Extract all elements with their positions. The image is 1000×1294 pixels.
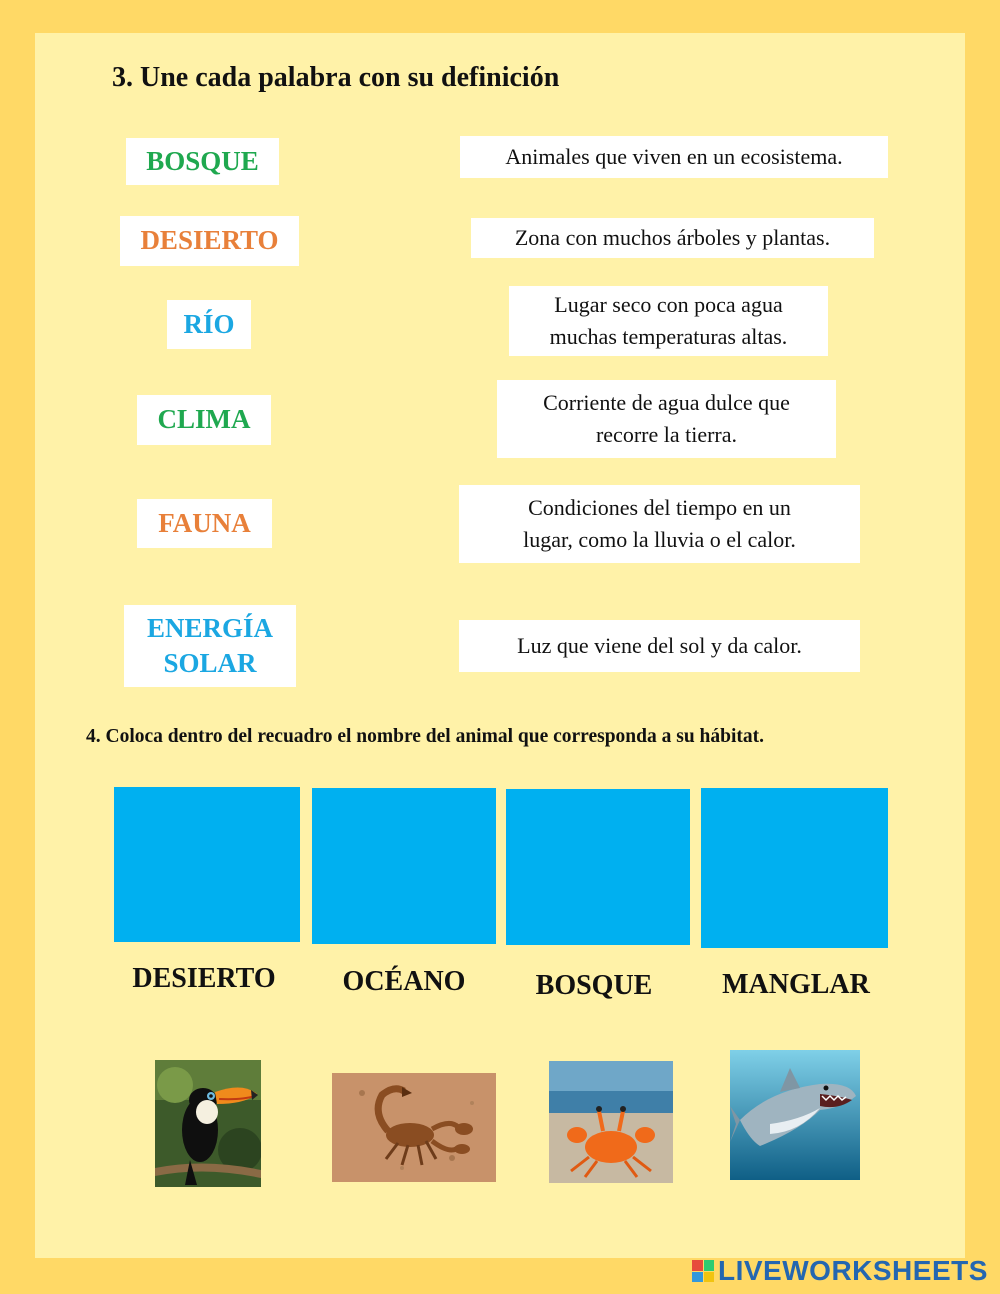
drop-box-oceano[interactable] — [312, 788, 496, 944]
section-3-number: 3. — [112, 62, 133, 93]
word-box-fauna[interactable] — [137, 499, 272, 548]
habitat-label-oceano: OCÉANO — [342, 966, 466, 997]
definition-text: Corriente de agua dulce que recorre la tierra. — [543, 390, 790, 447]
section-4-title: 4. Coloca dentro del recuadro el nombre del animal que corresponda a su hábitat. — [86, 726, 765, 747]
scorpion-photo[interactable] — [332, 1073, 496, 1182]
word-label: RÍO — [183, 308, 235, 339]
liveworksheets-logo[interactable] — [692, 1255, 988, 1287]
section-3-title — [112, 62, 559, 94]
word-box-bosque[interactable] — [126, 138, 279, 185]
word-box-clima[interactable] — [137, 395, 271, 445]
definition-box-2[interactable] — [471, 218, 874, 258]
definition-box-4[interactable] — [497, 380, 836, 458]
drop-box-bosque[interactable] — [506, 789, 690, 945]
toucan-photo[interactable] — [155, 1060, 261, 1187]
habitat-label-manglar: MANGLAR — [722, 969, 870, 1000]
habitat-label-desierto: DESIERTO — [132, 963, 276, 994]
liveworksheets-logo-icon — [692, 1260, 714, 1282]
definition-text: Condiciones del tiempo en un lugar, como la lluvia o el calor. — [523, 495, 796, 552]
word-label: DESIERTO — [140, 225, 279, 256]
definition-box-3[interactable] — [509, 286, 828, 356]
section-3-heading: Une cada palabra con su definición — [140, 62, 560, 93]
definition-box-1[interactable] — [460, 136, 888, 178]
word-label: BOSQUE — [146, 145, 259, 176]
definition-text: Zona con muchos árboles y plantas. — [514, 225, 831, 251]
word-label: FAUNA — [158, 507, 251, 538]
word-box-desierto[interactable] — [120, 216, 299, 266]
definition-text: Animales que viven en un ecosistema. — [505, 144, 843, 170]
word-label: ENERGÍA SOLAR — [146, 612, 274, 678]
word-box-energia-solar[interactable] — [124, 605, 296, 687]
word-label: CLIMA — [157, 404, 251, 435]
definition-box-5[interactable] — [459, 485, 860, 563]
crab-photo[interactable] — [549, 1061, 673, 1183]
habitat-label-bosque: BOSQUE — [535, 970, 653, 1001]
definition-text: Luz que viene del sol y da calor. — [517, 633, 802, 659]
drop-box-manglar[interactable] — [701, 788, 888, 948]
drop-box-desierto[interactable] — [114, 787, 300, 942]
shark-photo[interactable] — [730, 1050, 860, 1180]
definition-text: Lugar seco con poca agua muchas temperaturas altas. — [549, 292, 788, 349]
word-box-rio[interactable] — [167, 300, 251, 349]
liveworksheets-logo-text: LIVEWORKSHEETS — [718, 1255, 988, 1286]
definition-box-6[interactable] — [459, 620, 860, 672]
